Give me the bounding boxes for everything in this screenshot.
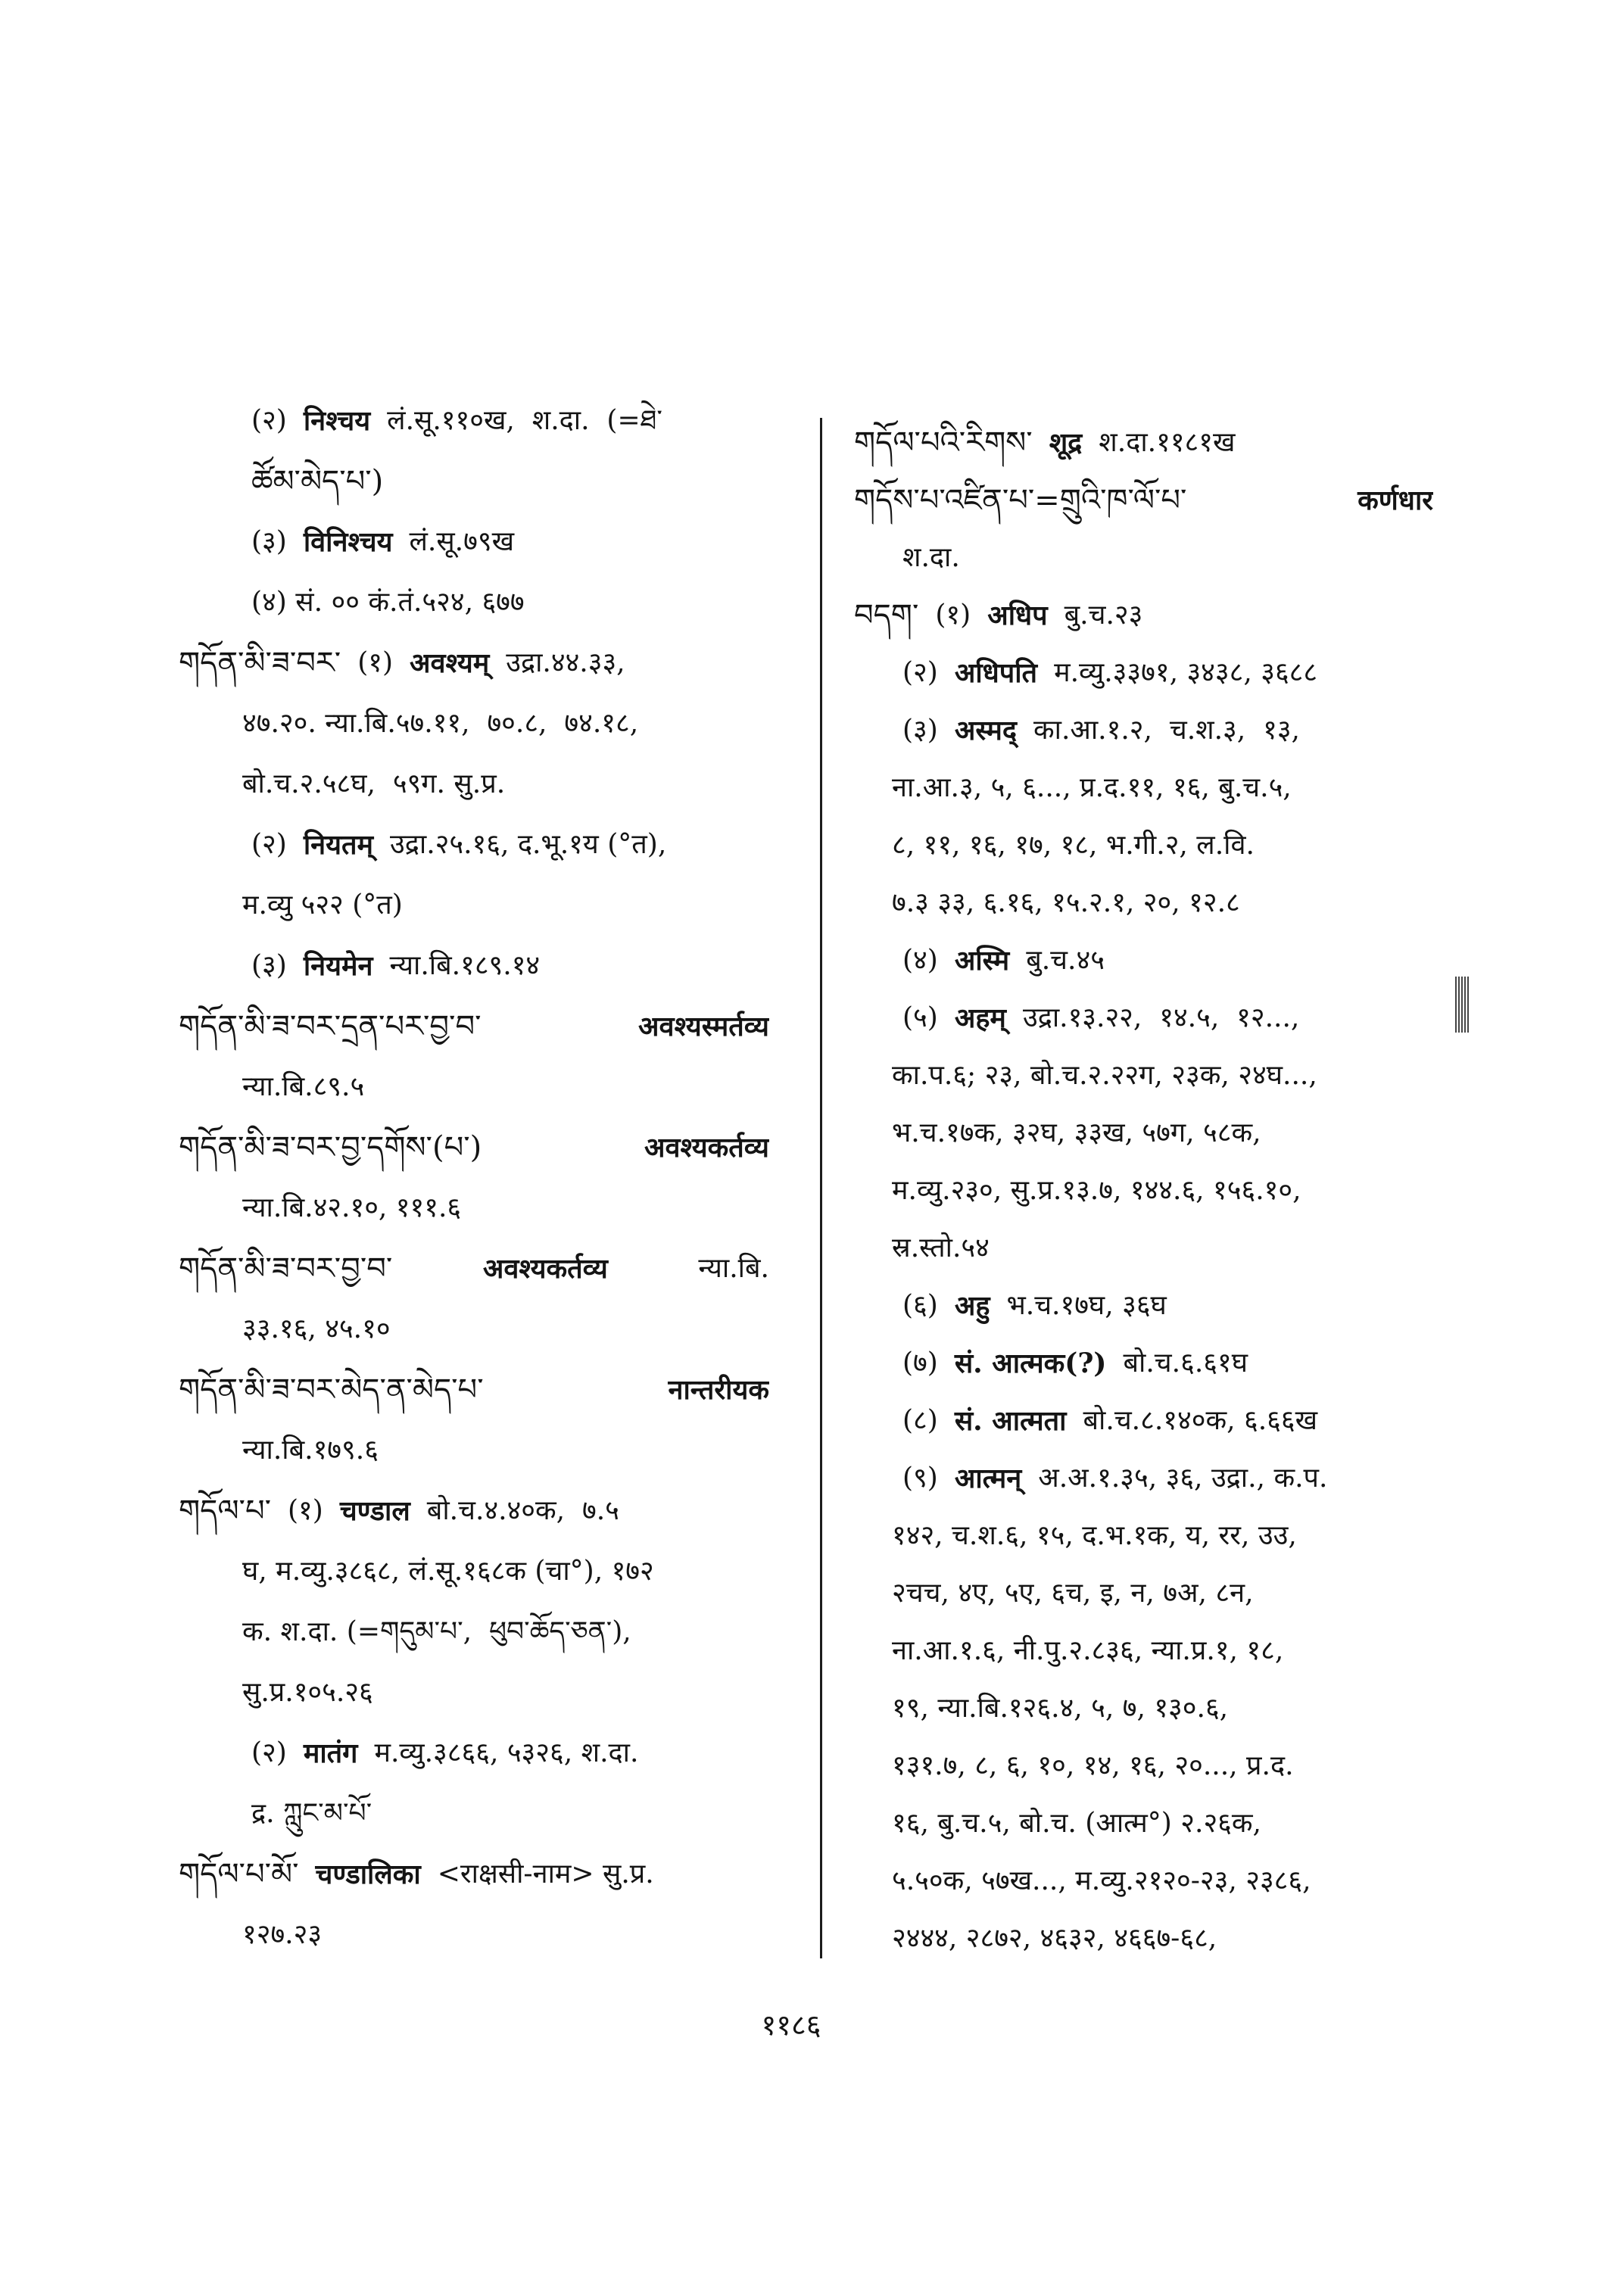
entry-line (179, 1057, 807, 1117)
tibetan-headword: གདོལ་པའི་རིགས་ (854, 425, 1033, 460)
tibetan-headword: གདོན་མི་ཟ་བར་བྱ་བ་ (179, 1251, 393, 1286)
entry-line (179, 1541, 807, 1602)
entry-line (854, 1104, 1490, 1162)
sanskrit-term: चण्डालिका (315, 1858, 421, 1890)
sanskrit-term: अवश्यकर्तव्य (482, 1253, 608, 1285)
reference-text: क. श.दा. (=གདུམ་པ་, ཕུབ་ཆོད་ཅན་), (242, 1616, 631, 1647)
reference-text: उद्रा.४४.३३, (506, 647, 625, 678)
entry-line (179, 451, 807, 512)
entry-line (854, 1852, 1490, 1910)
headword-line (179, 1117, 769, 1178)
entry-line (854, 989, 1490, 1047)
reference-text: न्या.बि.१७९.६ (242, 1435, 379, 1466)
entry-line (179, 754, 807, 815)
reference-text: लं.सू.११०ख, श.दा. (=ཐེ་ (387, 405, 662, 436)
reference-text: बो.च.६.६१घ (1123, 1347, 1248, 1379)
column-divider (820, 418, 822, 1958)
entry-line (179, 815, 807, 875)
reference-text: <राक्षसी-नाम> सु.प्र. (437, 1858, 654, 1890)
reference-text: का.प.६; २३, बो.च.२.२२ग, २३क, २४घ..., (892, 1060, 1317, 1091)
headword-line (854, 587, 1490, 644)
reference-text: ३३.१६, ४५.१० (242, 1313, 391, 1344)
reference-text: न्या.बि.१८९.१४ (389, 950, 541, 981)
entry-line (854, 1680, 1490, 1737)
entry-line (179, 512, 807, 572)
sanskrit-term: अधिप (987, 600, 1048, 631)
entry-line (854, 817, 1490, 874)
reference-text: भ.च.१७क, ३२घ, ३३ख, ५७ग, ५८क, (892, 1117, 1261, 1148)
tibetan-headword: གདོན་མི་ཟ་བར་དྲན་པར་བྱ་བ་ (179, 1009, 482, 1044)
reference-text: बो.च.४.४०क, ७.५ (426, 1495, 619, 1526)
entry-line (854, 702, 1490, 759)
headword-line (179, 1844, 807, 1905)
entry-line (854, 1565, 1490, 1622)
headword-line (854, 414, 1490, 472)
reference-text: श.दा.११८१ख (1099, 427, 1236, 458)
reference-text: १६, बु.च.५, बो.च. (आत्म°) २.२६क, (892, 1808, 1261, 1839)
cross-reference: द्र. ཀླུང་མ་པོ་ (251, 1798, 372, 1829)
entry-line (854, 759, 1490, 817)
reference-text: म.व्यु.२३०, सु.प्र.१३.७, १४४.६, १५६.१०, (892, 1175, 1301, 1206)
tibetan-headword: གདོན་མི་ཟ་བར་ (179, 646, 341, 681)
reference-text: श.दा. (902, 542, 960, 573)
headword-line (179, 1238, 769, 1299)
reference-text: लं.सू.७९ख (409, 526, 515, 557)
entry-line (854, 1507, 1490, 1565)
right-column (854, 414, 1490, 1981)
entry-line (179, 1784, 807, 1844)
entry-line (854, 1795, 1490, 1852)
entry-line (179, 1662, 807, 1723)
sense-number: (१) (357, 647, 394, 678)
reference-text: बु.च.२३ (1064, 600, 1143, 631)
entry-line (854, 1392, 1490, 1450)
reference-text: १३१.७, ८, ६, १०, १४, १६, २०..., प्र.द. (892, 1750, 1294, 1781)
entry-line (854, 932, 1490, 989)
entry-line (854, 1277, 1490, 1335)
sense-number: (२) (251, 829, 287, 860)
sanskrit-term: कर्णधार (1357, 484, 1433, 516)
entry-line (179, 1178, 807, 1238)
entry-line (854, 874, 1490, 932)
entry-line (854, 1737, 1490, 1795)
reference-text: १२७.२३ (242, 1919, 323, 1950)
reference-text: ८, ११, १६, १७, १८, भ.गी.२, ल.वि. (892, 830, 1255, 861)
sense-number: (२) (902, 657, 938, 688)
entry-line (179, 1905, 807, 1965)
reference-text: बो.च.२.५८घ, ५९ग. सु.प्र. (242, 768, 506, 799)
tibetan-headword: གདོན་མི་ཟ་བར་བྱ་དགོས་(པ་) (179, 1130, 482, 1165)
tibetan-headword: གདོན་མི་ཟ་བར་མེད་ན་མེད་པ་ (179, 1372, 484, 1407)
tibetan-gloss: ཚོམ་མེད་པ་) (251, 464, 384, 499)
reference-text: न्या.बि.८९.५ (242, 1071, 365, 1102)
page-number: ११८६ (761, 2008, 821, 2042)
entry-line (179, 391, 807, 451)
sanskrit-term: सं. आत्मक(?) (954, 1347, 1107, 1379)
entry-line (854, 529, 1490, 587)
reference-text: म.व्यु ५२२ (°त) (242, 889, 403, 921)
entry-line (179, 572, 807, 633)
entry-line (854, 1450, 1490, 1507)
reference-text: उद्रा.१३.२२, १४.५, १२..., (1022, 1002, 1300, 1033)
entry-line (179, 693, 807, 754)
sanskrit-term: शूद्र (1049, 427, 1083, 459)
reference-text: १९, न्या.बि.१२६.४, ५, ७, १३०.६, (892, 1693, 1229, 1724)
sanskrit-term: निश्चय (303, 405, 371, 437)
reference-text: न्या.बि.४२.१०, १११.६ (242, 1192, 462, 1223)
entry-line (854, 1335, 1490, 1392)
reference-text: बु.च.४५ (1026, 945, 1105, 976)
sanskrit-term: अवश्यकर्तव्य (644, 1132, 769, 1164)
reference-text: अ.अ.१.३५, ३६, उद्रा., क.प. (1038, 1463, 1328, 1494)
entry-line (179, 1299, 807, 1360)
sense-number: (३) (251, 950, 287, 981)
entry-line (854, 1910, 1490, 1967)
sanskrit-term: अस्मि (954, 945, 1010, 977)
sanskrit-term: आत्मन् (954, 1463, 1022, 1494)
sense-number: (७) (902, 1347, 938, 1379)
sanskrit-term: विनिश्चय (303, 526, 393, 558)
reference-text: स्र.स्तो.५४ (892, 1232, 990, 1263)
reference-text: २चच, ४ए, ५ए, ६च, इ, न, ७अ, ८न, (892, 1578, 1254, 1609)
headword-line (179, 1360, 769, 1420)
sense-number: (३) (902, 715, 938, 746)
reference-text: म.व्यु.३८६६, ५३२६, श.दा. (374, 1737, 639, 1768)
reference-text: ७.३ ३३, ६.१६, १५.२.१, २०, १२.८ (892, 887, 1240, 918)
entry-line (854, 1047, 1490, 1104)
sanskrit-term: अहम् (954, 1002, 1006, 1034)
headword-line (854, 472, 1433, 529)
reference-text: न्या.बि. (698, 1253, 769, 1284)
entry-line (179, 936, 807, 996)
sanskrit-term: नियतम् (303, 829, 374, 861)
reference-text: २४४४, २८७२, ४६३२, ४६६७-६८, (892, 1923, 1217, 1954)
sense-number: (५) (902, 1002, 938, 1033)
reference-text: उद्रा.२५.१६, द.भू.१य (°त), (390, 829, 667, 860)
left-column (179, 391, 807, 1973)
tibetan-headword: གདོས་པ་འཛིན་པ་=གྲུའི་ཁ་ལོ་པ་ (854, 483, 1187, 518)
reference-text: बो.च.८.१४०क, ६.६६ख (1083, 1405, 1318, 1436)
sense-number: (२) (251, 1737, 287, 1768)
sense-number: (१) (935, 600, 971, 631)
sense-number: (१) (288, 1495, 323, 1526)
sense-number: (२) (251, 405, 287, 436)
headword-line (179, 996, 769, 1057)
entry-line (179, 1602, 807, 1662)
sanskrit-term: सं. आत्मता (954, 1405, 1067, 1437)
reference-text: १४२, च.श.६, १५, द.भ.१क, य, रर, उउ, (892, 1520, 1297, 1551)
sanskrit-term: मातंग (303, 1737, 358, 1769)
sanskrit-term: चण्डाल (339, 1495, 410, 1527)
entry-line (854, 644, 1490, 702)
headword-line (179, 1481, 807, 1541)
tibetan-headword: གདོལ་པ་མོ་ (179, 1857, 299, 1892)
entry-line (179, 875, 807, 936)
sense-number: (८) (902, 1405, 938, 1436)
reference-text: ४७.२०. न्या.बि.५७.११, ७०.८, ७४.१८, (242, 708, 639, 739)
entry-line (179, 1420, 807, 1481)
entry-line (854, 1162, 1490, 1220)
sanskrit-term: अहु (954, 1290, 990, 1322)
sanskrit-term: अस्मद् (954, 715, 1017, 746)
reference-text: (४) सं. ०० कं.तं.५२४, ६७७ (251, 587, 525, 618)
tibetan-headword: བདག་ (854, 598, 919, 633)
sanskrit-term: अवश्यम् (410, 647, 490, 679)
sense-number: (३) (251, 526, 287, 557)
reference-text: का.आ.१.२, च.श.३, १३, (1033, 715, 1300, 746)
reference-text: ५.५०क, ५७ख..., म.व्यु.२१२०-२३, २३८६, (892, 1865, 1311, 1896)
reference-text: म.व्यु.३३७१, ३४३८, ३६८८ (1054, 657, 1318, 688)
reference-text: सु.प्र.१०५.२६ (242, 1677, 373, 1708)
entry-line (179, 1723, 807, 1784)
entry-line (854, 1220, 1490, 1277)
sanskrit-term: अधिपति (954, 657, 1038, 689)
tibetan-headword: གདོལ་པ་ (179, 1494, 271, 1528)
sense-number: (९) (902, 1463, 938, 1494)
reference-text: ना.आ.१.६, नी.पु.२.८३६, न्या.प्र.१, १८, (892, 1635, 1284, 1666)
sanskrit-term: नियमेन (303, 950, 373, 982)
reference-text: भ.च.१७घ, ३६घ (1006, 1290, 1167, 1321)
reference-text: ना.आ.३, ५, ६..., प्र.द.११, १६, बु.च.५, (892, 772, 1292, 803)
sanskrit-term: नान्तरीयक (668, 1374, 769, 1406)
sanskrit-term: अवश्यस्मर्तव्य (638, 1011, 769, 1042)
scan-margin-mark (1455, 977, 1470, 1033)
entry-line (854, 1622, 1490, 1680)
sense-number: (६) (902, 1290, 938, 1321)
sense-number: (४) (902, 945, 938, 976)
headword-line (179, 633, 807, 693)
reference-text: घ, म.व्यु.३८६८, लं.सू.१६८क (चा°), १७२ (242, 1556, 654, 1587)
